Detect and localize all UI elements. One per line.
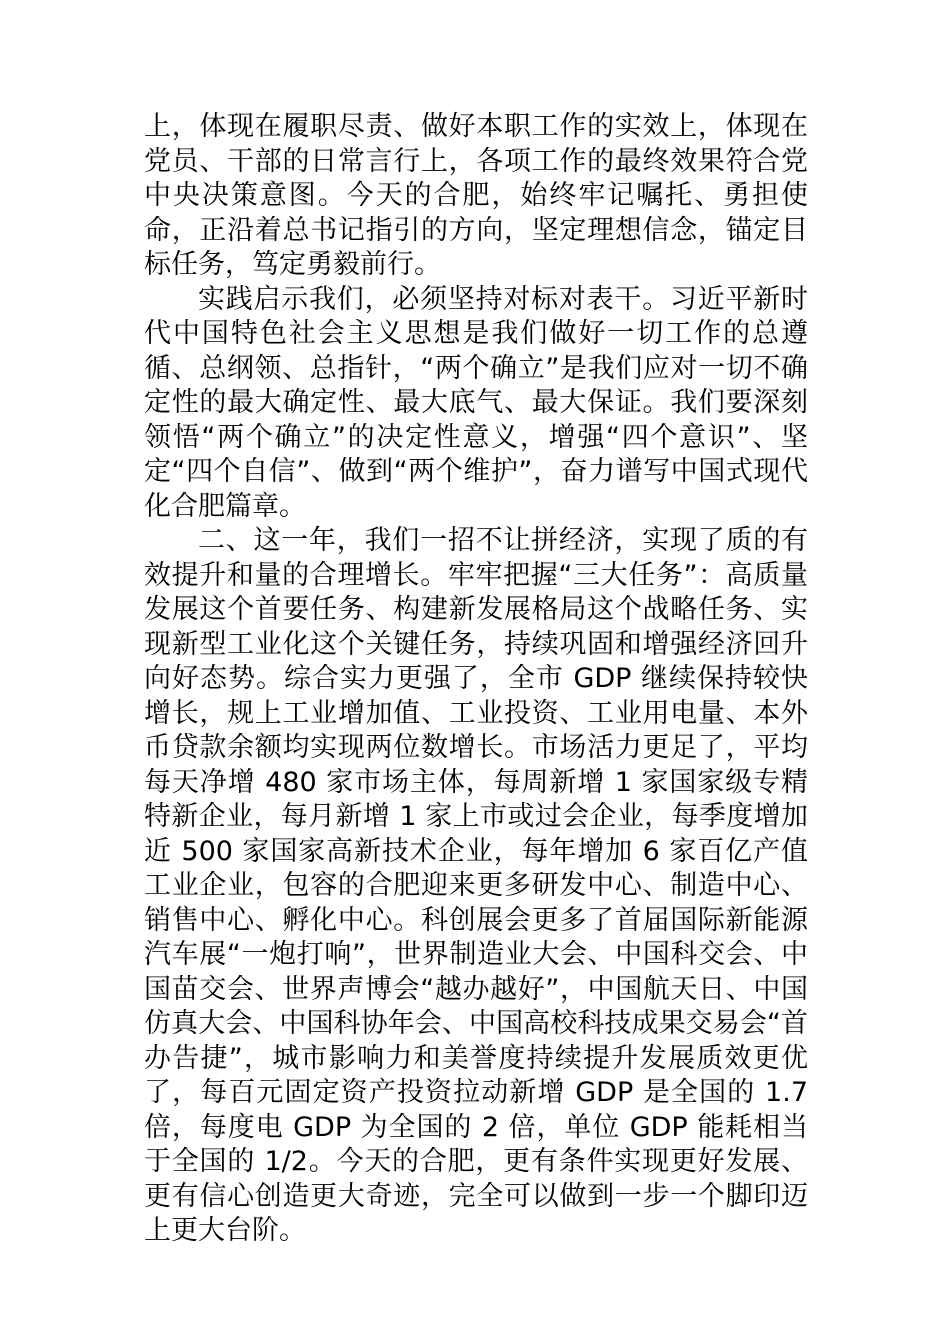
paragraph-continuation: 上，体现在履职尽责、做好本职工作的实效上，体现在党员、干部的日常言行上，各项工作的最终效果符合党中央决策意图。今天的合肥，始终牢记嘱托、勇担使命，正沿着总书记指引的方向，坚定理想信念，锚定目标任务，笃定勇毅前行。: [144, 111, 808, 280]
paragraph-section-two: 二、这一年，我们一招不让拼经济，实现了质的有效提升和量的合理增长。牢牢把握“三大任务”：高质量发展这个首要任务、构建新发展格局这个战略任务、实现新型工业化这个关键任务，持续巩固和增强经济回升向好态势。综合实力更强了，全市 GDP 继续保持较快增长，规上工业增加值、工业投资、工业用电量、本外币贷款余额均实现两位数增长。市场活力更足了，平均每天净增 480 家市场主体，每周新增 1 家国家级专精特新企业，每月新增 1 家上市或过会企业，每季度增加近 500 家国家高新技术企业，每年增加 6 家百亿产值工业企业，包容的合肥迎来更多研发中心、制造中心、销售中心、孵化中心。科创展会更多了首届国际新能源汽车展“一炮打响”，世界制造业大会、中国科交会、中国苗交会、世界声博会“越办越好”，中国航天日、中国仿真大会、中国科协年会、中国高校科技成果交易会“首办告捷”，城市影响力和美誉度持续提升发展质效更优了，每百元固定资产投资拉动新增 GDP 是全国的 1.7 倍，每度电 GDP 为全国的 2 倍，单位 GDP 能耗相当于全国的 1/2。今天的合肥，更有条件实现更好发展、更有信心创造更大奇迹，完全可以做到一步一个脚印迈上更大台阶。: [144, 525, 808, 1246]
paragraph-practice-insight: 实践启示我们，必须坚持对标对表干。习近平新时代中国特色社会主义思想是我们做好一切工作的总遵循、总纲领、总指针，“两个确立”是我们应对一切不确定性的最大确定性、最大底气、最大保证。我们要深刻领悟“两个确立”的决定性意义，增强“四个意识”、坚定“四个自信”、做到“两个维护”，奋力谱写中国式现代化合肥篇章。: [144, 283, 808, 522]
document-body: [144, 110, 808, 1249]
